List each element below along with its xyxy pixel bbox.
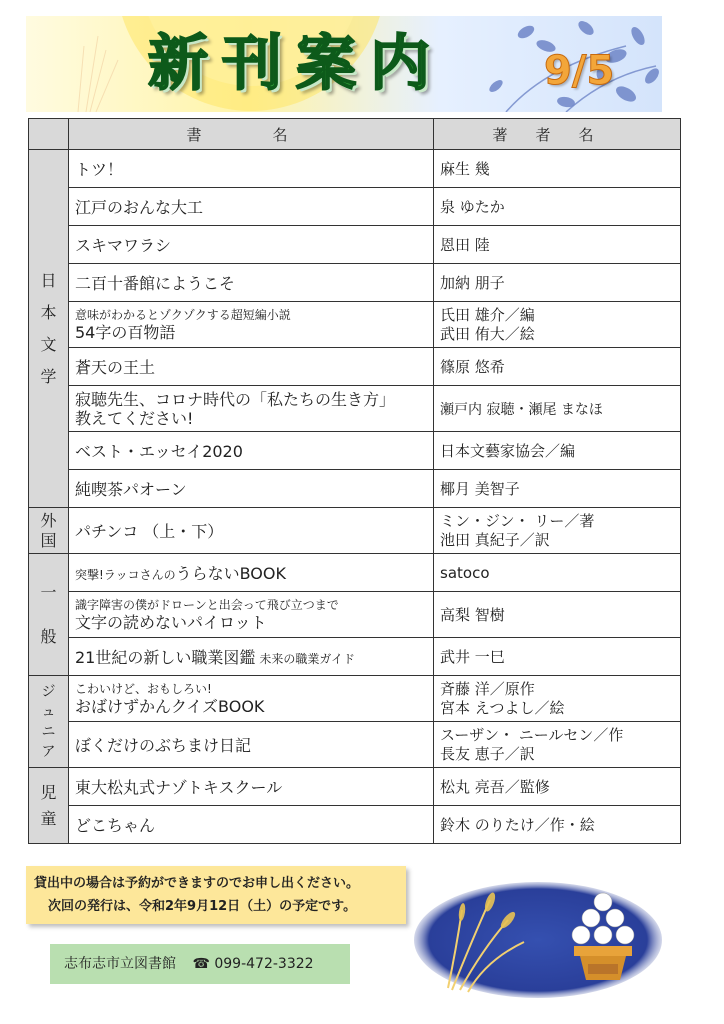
book-subtitle: 識字障害の僕がドローンと出会って飛び立つまで	[75, 597, 339, 612]
book-title-cell	[69, 592, 434, 638]
book-author: 篠原 悠希	[434, 348, 681, 386]
title-column-header: 書 名	[69, 119, 434, 150]
book-author: 瀬戸内 寂聴・瀬尾 まなほ	[434, 386, 681, 432]
notice-line-1: 貸出中の場合は予約ができますのでお申し出ください。	[34, 876, 360, 891]
book-title: スキマワラシ	[69, 226, 434, 264]
table-row	[29, 432, 681, 470]
author-column-header: 著者名	[434, 119, 681, 150]
book-author: 麻生 幾	[434, 150, 681, 188]
moon-viewing-dango-illustration	[412, 880, 664, 1000]
category-children	[29, 768, 69, 844]
book-author: 宮本 えつよし／絵	[440, 698, 565, 717]
category-general	[29, 554, 69, 676]
book-author: 池田 真紀子／訳	[440, 530, 550, 549]
book-author: 加納 朋子	[434, 264, 681, 302]
book-author-cell	[434, 302, 681, 348]
book-author: 武田 侑大／絵	[440, 324, 535, 343]
book-author-cell	[434, 722, 681, 768]
category-char: 児	[40, 782, 57, 802]
book-title: うらないBOOK	[175, 564, 286, 583]
book-title: ベスト・エッセイ2020	[69, 432, 434, 470]
category-header	[29, 119, 69, 150]
category-char: 日	[40, 270, 57, 290]
table-row	[29, 676, 681, 722]
category-char: 般	[40, 626, 57, 646]
table-row	[29, 592, 681, 638]
reservation-notice	[26, 866, 406, 924]
book-title: どこちゃん	[69, 806, 434, 844]
book-title: 二百十番館にようこそ	[69, 264, 434, 302]
table-row	[29, 226, 681, 264]
book-subtitle: こわいけど、おもしろい!	[75, 681, 212, 696]
phone-icon: ☎	[192, 956, 210, 972]
book-author-cell	[434, 676, 681, 722]
book-title: おばけずかんクイズBOOK	[75, 696, 265, 716]
book-author: 斉藤 洋／原作	[440, 679, 535, 698]
table-row	[29, 554, 681, 592]
book-title: ぼくだけのぶちまけ日記	[69, 722, 434, 768]
book-author: 日本文藝家協会／編	[434, 432, 681, 470]
book-author: 高梨 智樹	[434, 592, 681, 638]
table-row	[29, 386, 681, 432]
book-title: パチンコ （上・下）	[69, 508, 434, 554]
category-foreign	[29, 508, 69, 554]
book-title: 江戸のおんな大工	[69, 188, 434, 226]
book-title-prefix: 突撃!ラッコさんの	[75, 568, 176, 582]
book-title-cell	[69, 302, 434, 348]
book-title: 教えてください!	[75, 408, 194, 428]
book-author: ミン・ジン・ リー／著	[440, 511, 595, 530]
book-author: 恩田 陸	[434, 226, 681, 264]
book-title-cell	[69, 554, 434, 592]
book-title-suffix: 未来の職業ガイド	[259, 652, 356, 666]
library-contact	[50, 944, 350, 984]
book-author: 氏田 雄介／編	[440, 305, 535, 324]
book-author-cell	[434, 508, 681, 554]
notice-line-2: 次回の発行は、令和2年9月12日（土）の予定です。	[48, 899, 357, 914]
table-row	[29, 348, 681, 386]
category-char: ジ	[41, 683, 56, 700]
category-char: ア	[41, 743, 56, 760]
book-title-cell	[69, 638, 434, 676]
category-char: 文	[40, 334, 57, 354]
book-title-cell	[69, 386, 434, 432]
book-author: 椰月 美智子	[434, 470, 681, 508]
book-author: 松丸 亮吾／監修	[434, 768, 681, 806]
library-name: 志布志市立図書館	[64, 956, 176, 972]
book-title: 54字の百物語	[75, 322, 176, 342]
issue-date: 9/5	[544, 48, 615, 94]
book-title: 東大松丸式ナゾトキスクール	[69, 768, 434, 806]
table-row	[29, 188, 681, 226]
new-books-table	[28, 118, 681, 844]
book-author: 長友 恵子／訳	[440, 744, 535, 763]
book-title: トツ！	[69, 150, 434, 188]
category-char: ニ	[41, 723, 56, 740]
table-row	[29, 722, 681, 768]
book-title: 寂聴先生、コロナ時代の「私たちの生き方」	[75, 389, 396, 409]
table-row	[29, 150, 681, 188]
category-junior	[29, 676, 69, 768]
table-row	[29, 470, 681, 508]
book-author: 武井 一巳	[434, 638, 681, 676]
table-row	[29, 806, 681, 844]
phone-number[interactable]: 099-472-3322	[214, 956, 314, 972]
table-row	[29, 768, 681, 806]
category-char: ュ	[41, 703, 56, 720]
table-row	[29, 302, 681, 348]
category-char: 国	[40, 530, 57, 550]
book-author: 鈴木 のりたけ／作・絵	[434, 806, 681, 844]
book-title: 文字の読めないパイロット	[75, 612, 267, 632]
book-title-cell	[69, 676, 434, 722]
table-row	[29, 264, 681, 302]
table-row	[29, 508, 681, 554]
book-author: スーザン・ ニールセン／作	[440, 725, 624, 744]
table-header-row	[29, 119, 681, 150]
page-title: 新刊案内	[148, 29, 444, 99]
category-char: 外	[40, 510, 57, 530]
book-author: satoco	[434, 554, 681, 592]
book-title: 21世紀の新しい職業図鑑	[75, 648, 256, 667]
category-japanese-literature	[29, 150, 69, 508]
book-subtitle: 意味がわかるとゾクゾクする超短編小説	[75, 307, 291, 322]
book-title: 純喫茶パオーン	[69, 470, 434, 508]
table-row	[29, 638, 681, 676]
banner	[26, 16, 662, 112]
book-author: 泉 ゆたか	[434, 188, 681, 226]
category-char: 一	[40, 582, 57, 602]
category-char: 学	[40, 366, 57, 386]
book-title: 蒼天の王土	[69, 348, 434, 386]
category-char: 本	[40, 302, 57, 322]
category-char: 童	[40, 808, 57, 828]
